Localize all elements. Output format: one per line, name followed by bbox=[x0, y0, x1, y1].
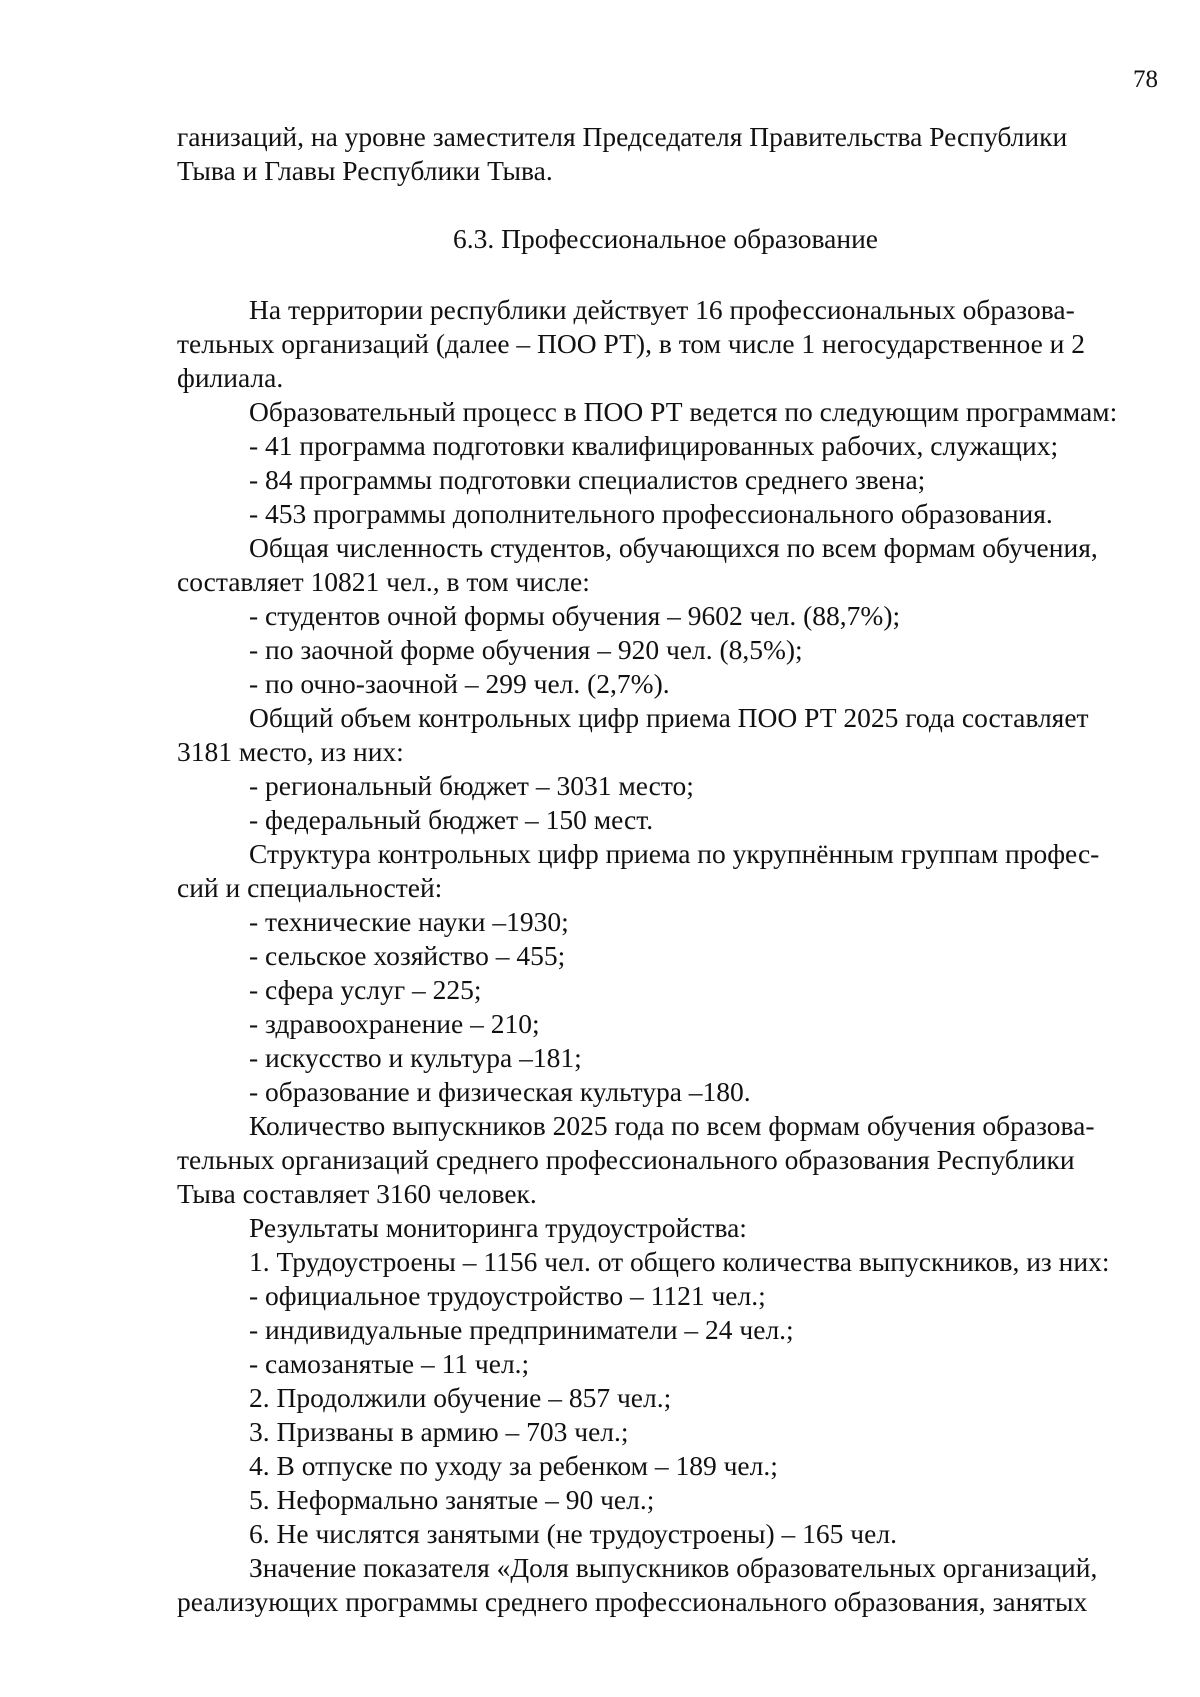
monitoring-item: 6. Не числятся занятыми (не трудоустроены) – 165 чел. bbox=[249, 1518, 897, 1549]
admission-item: - федеральный бюджет – 150 мест. bbox=[249, 804, 654, 835]
graduates-line-3: Тыва составляет 3160 человек. bbox=[177, 1178, 537, 1209]
program-item: - 41 программа подготовки квалифицированных рабочих, служащих; bbox=[249, 430, 1059, 461]
monitoring-item: 2. Продолжили обучение – 857 чел.; bbox=[249, 1382, 672, 1413]
monitoring-item: 1. Трудоустроены – 1156 чел. от общего количества выпускников, из них: bbox=[249, 1246, 1110, 1277]
monitoring-item: 3. Призваны в армию – 703 чел.; bbox=[249, 1416, 629, 1447]
monitoring-item: 5. Неформально занятые – 90 чел.; bbox=[249, 1484, 655, 1515]
programs-lead: Образовательный процесс в ПОО РТ ведется по следующим программам: bbox=[249, 396, 1118, 427]
section-heading: 6.3. Профессиональное образование bbox=[452, 223, 878, 254]
students-line-2: составляет 10821 чел., в том числе: bbox=[177, 566, 590, 597]
monitoring-item: - официальное трудоустройство – 1121 чел.; bbox=[249, 1280, 766, 1311]
indicator-line-2: реализующих программы среднего профессионального образования, занятых bbox=[177, 1586, 1088, 1617]
students-item: - по очно-заочной – 299 чел. (2,7%). bbox=[249, 668, 670, 699]
structure-line-2: сий и специальностей: bbox=[177, 872, 443, 903]
structure-line-1: Структура контрольных цифр приема по укрупнённым группам профес- bbox=[249, 838, 1100, 869]
graduates-line-2: тельных организаций среднего профессионального образования Республики bbox=[177, 1144, 1075, 1175]
indicator-line-1: Значение показателя «Доля выпускников образовательных организаций, bbox=[249, 1552, 1098, 1583]
structure-item: - технические науки –1930; bbox=[249, 906, 569, 937]
students-item: - студентов очной формы обучения – 9602 чел. (88,7%); bbox=[249, 600, 901, 631]
students-item: - по заочной форме обучения – 920 чел. (8,5%); bbox=[249, 634, 803, 665]
program-item: - 84 программы подготовки специалистов среднего звена; bbox=[249, 464, 926, 495]
students-line-1: Общая численность студентов, обучающихся по всем формам обучения, bbox=[249, 532, 1098, 563]
intro-line-2: Тыва и Главы Республики Тыва. bbox=[177, 155, 553, 186]
intro-line-1: ганизаций, на уровне заместителя Председателя Правительства Республики bbox=[177, 121, 1068, 152]
page-content bbox=[177, 120, 1154, 1619]
territory-line-3: филиала. bbox=[177, 362, 284, 393]
territory-line-2: тельных организаций (далее – ПОО РТ), в том числе 1 негосударственное и 2 bbox=[177, 328, 1085, 359]
monitoring-item: - самозанятые – 11 чел.; bbox=[249, 1348, 530, 1379]
monitoring-item: 4. В отпуске по уходу за ребенком – 189 чел.; bbox=[249, 1450, 778, 1481]
structure-item: - образование и физическая культура –180. bbox=[249, 1076, 751, 1107]
territory-line-1: На территории республики действует 16 профессиональных образова- bbox=[249, 294, 1075, 325]
page-number: 78 bbox=[1133, 66, 1158, 93]
structure-item: - искусство и культура –181; bbox=[249, 1042, 582, 1073]
monitoring-item: - индивидуальные предприниматели – 24 чел.; bbox=[249, 1314, 794, 1345]
graduates-line-1: Количество выпускников 2025 года по всем формам обучения образова- bbox=[249, 1110, 1095, 1141]
structure-item: - сельское хозяйство – 455; bbox=[249, 940, 566, 971]
admission-line-1: Общий объем контрольных цифр приема ПОО РТ 2025 года составляет bbox=[249, 702, 1089, 733]
structure-item: - сфера услуг – 225; bbox=[249, 974, 482, 1005]
program-item: - 453 программы дополнительного профессионального образования. bbox=[249, 498, 1053, 529]
structure-item: - здравоохранение – 210; bbox=[249, 1008, 540, 1039]
monitoring-lead: Результаты мониторинга трудоустройства: bbox=[249, 1212, 747, 1243]
admission-line-2: 3181 место, из них: bbox=[177, 736, 404, 767]
admission-item: - региональный бюджет – 3031 место; bbox=[249, 770, 694, 801]
